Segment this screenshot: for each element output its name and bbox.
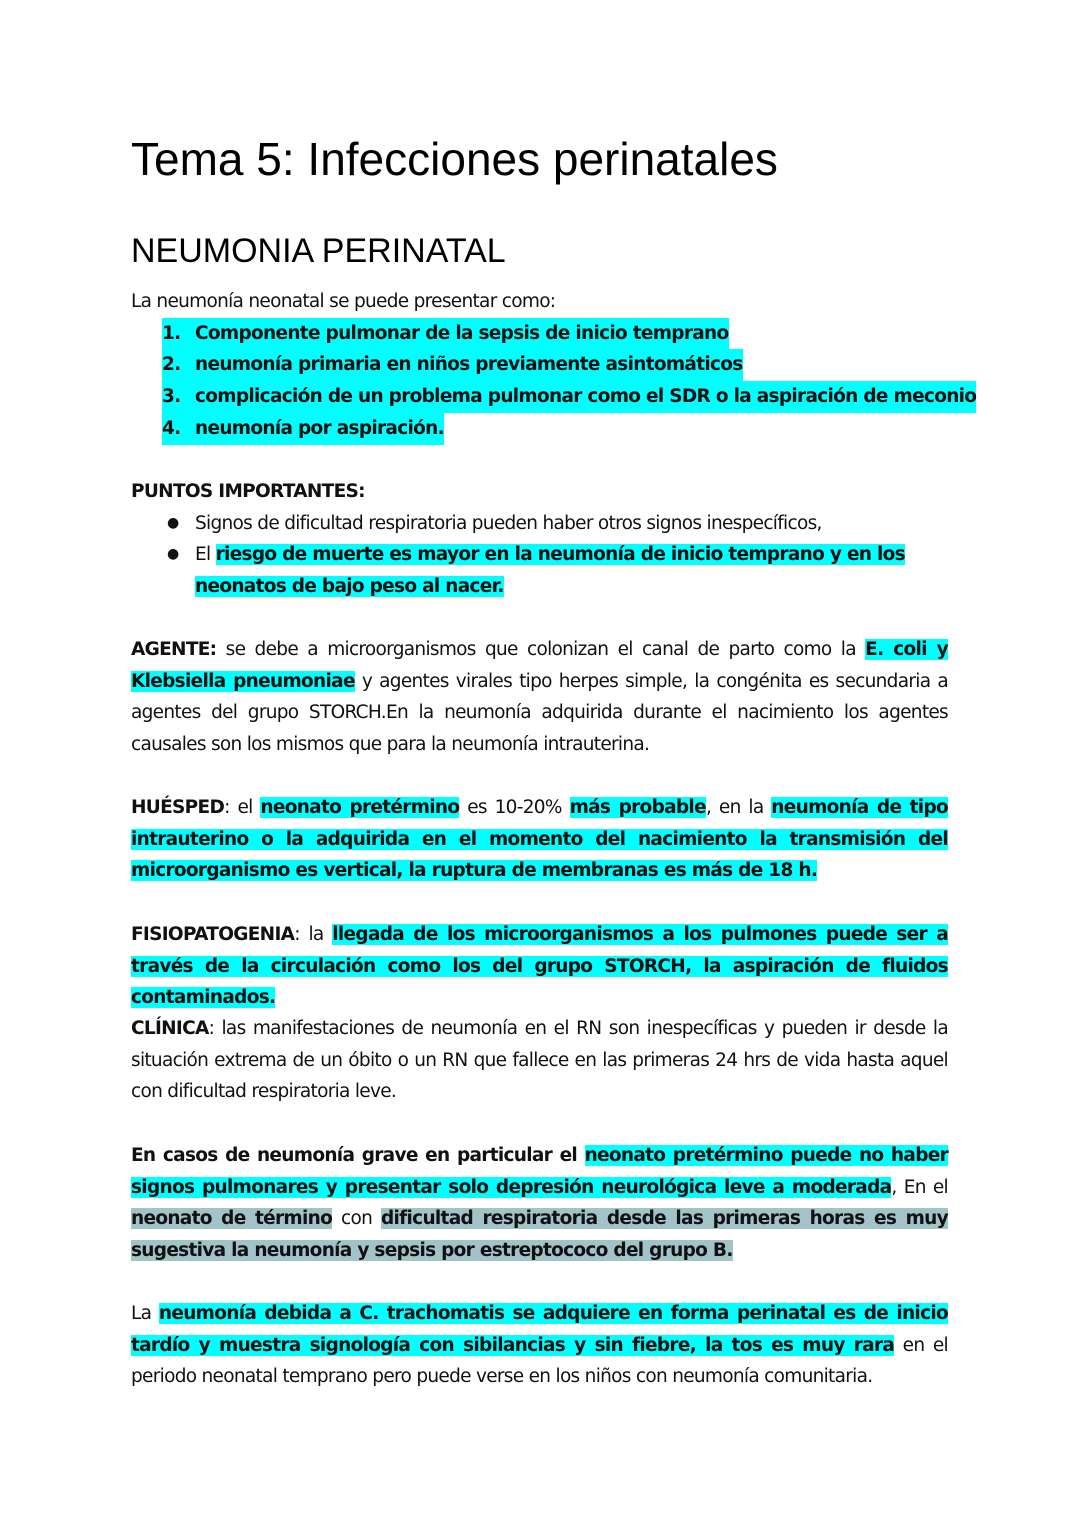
agente-label: AGENTE: bbox=[131, 639, 217, 660]
intro-section bbox=[131, 286, 977, 445]
list-item: ● Signos de dificultad respiratoria pueden haber otros signos inespecíficos, bbox=[131, 508, 948, 540]
clinica-label: CLÍNICA bbox=[131, 1018, 209, 1039]
highlighted-text: llegada de los microorganismos a los pulmones puede ser a través de la circulación como los del grupo STORCH, la aspiración de fluidos contaminados. bbox=[131, 924, 948, 1009]
page-title: Tema 5: Infecciones perinatales bbox=[131, 133, 778, 185]
clinica-paragraph: CLÍNICA: las manifestaciones de neumonía en el RN son inespecíficas y pueden ir desde la situación extrema de un óbito o un RN que fallece en las primeras 24 hrs de vida hasta aquel con dificultad respiratoria leve. bbox=[131, 1018, 948, 1103]
list-item: ● El riesgo de muerte es mayor en la neumonía de inicio temprano y en los neonatos de bajo peso al nacer. bbox=[131, 539, 948, 602]
huesped-label: HUÉSPED bbox=[131, 797, 225, 818]
section-heading: NEUMONIA PERINATAL bbox=[131, 232, 506, 270]
puntos-list bbox=[131, 508, 948, 603]
list-item: 1. Componente pulmonar de la sepsis de inicio temprano bbox=[131, 318, 948, 350]
fisiopatogenia-label: FISIOPATOGENIA bbox=[131, 924, 295, 945]
puntos-importantes-section bbox=[131, 476, 948, 603]
list-item: 2. neumonía primaria en niños previamente asintomáticos bbox=[131, 349, 948, 381]
highlighted-text: E. coli y Klebsiella pneumoniae bbox=[131, 639, 948, 692]
intro-text: La neumonía neonatal se puede presentar como: bbox=[131, 291, 556, 312]
casos-graves-paragraph: En casos de neumonía grave en particular el neonato pretérmino puede no haber signos pulmonares y presentar solo depresión neurológica leve a moderada, En el neonato de término con dificultad respiratoria desde las primeras horas es muy sugestiva la neumonía y sepsis por estreptococo del grupo B. bbox=[131, 1145, 949, 1262]
trachomatis-paragraph: La neumonía debida a C. trachomatis se adquiere en forma perinatal es de inicio tardío y muestra signología con sibilancias y sin fiebre, la tos es muy rara en el periodo neonatal temprano pero puede verse en los niños con neumonía comunitaria. bbox=[131, 1303, 948, 1388]
list-item: 4. neumonía por aspiración. bbox=[131, 413, 948, 445]
bullet-icon: ● bbox=[167, 546, 179, 563]
bullet-icon: ● bbox=[167, 514, 179, 531]
presentation-list bbox=[131, 318, 977, 445]
list-item: 3. complicación de un problema pulmonar como el SDR o la aspiración de meconio bbox=[131, 381, 948, 413]
agente-paragraph: AGENTE: se debe a microorganismos que colonizan el canal de parto como la E. coli y Klebsiella pneumoniae y agentes virales tipo herpes simple, la congénita es secundaria a agentes del grupo STORCH.En la neumonía adquirida durante el nacimiento los agentes causales son los mismos que para la neumonía intrauterina. bbox=[131, 639, 949, 756]
highlighted-text: riesgo de muerte es mayor en la neumonía de inicio temprano y en los neonatos de bajo peso al nacer. bbox=[195, 544, 905, 598]
huesped-paragraph: HUÉSPED: el neonato pretérmino es 10-20% más probable, en la neumonía de tipo intrauterino o la adquirida en el momento del nacimiento la transmisión del microorganismo es vertical, la ruptura de membranas es más de 18 h. bbox=[131, 797, 949, 882]
highlighted-text: neumonía debida a C. trachomatis se adquiere en forma perinatal es de inicio tardío y muestra signología con sibilancias y sin fiebre, la tos es muy rara bbox=[131, 1303, 948, 1356]
fisiopatogenia-paragraph: FISIOPATOGENIA: la llegada de los microorganismos a los pulmones puede ser a través de la circulación como los del grupo STORCH, la aspiración de fluidos contaminados. bbox=[131, 924, 948, 1009]
puntos-heading: PUNTOS IMPORTANTES: bbox=[131, 481, 365, 502]
